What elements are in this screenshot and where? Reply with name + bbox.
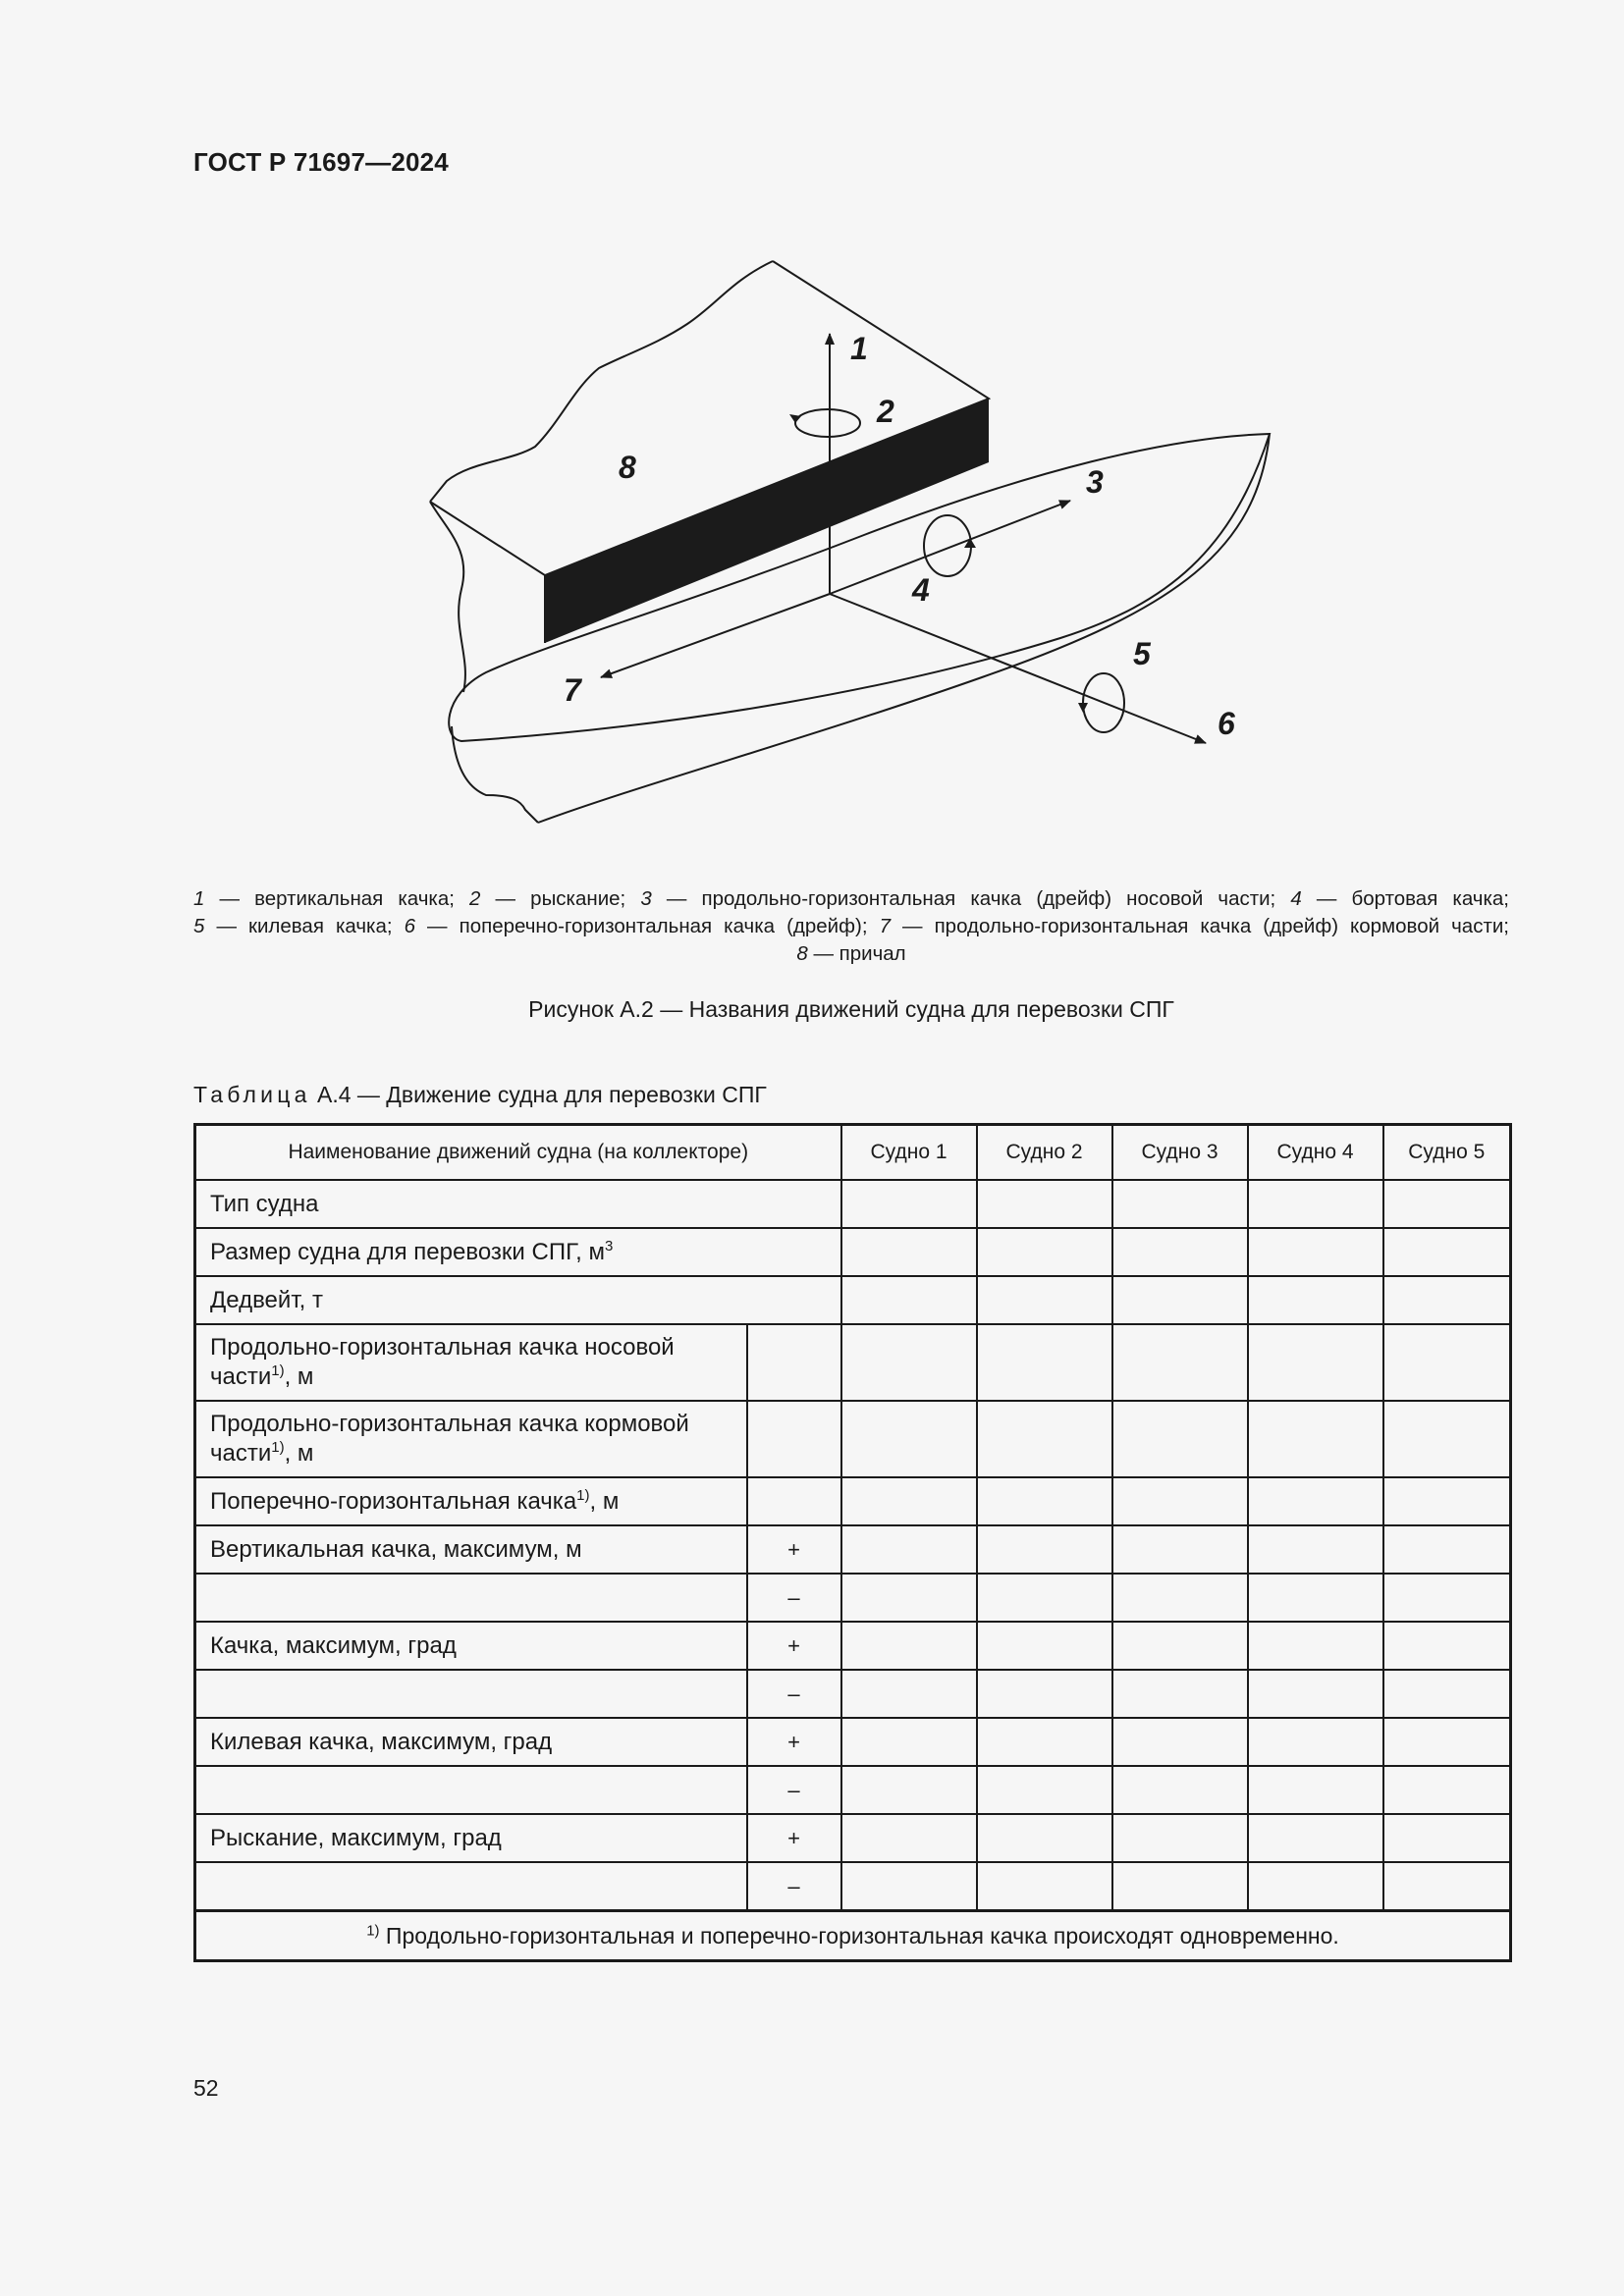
row-heave-minus [195,1574,1511,1622]
row-vessel-size [195,1228,1511,1276]
row-label: Килевая качка, максимум, град [195,1718,747,1766]
figure-label-2: 2 [877,394,894,429]
sign-plus: + [747,1622,841,1670]
figure-label-6: 6 [1218,706,1235,741]
sign-plus: + [747,1718,841,1766]
table-header-row [195,1125,1511,1181]
figure-legend-line-2: 5 — килевая качка; 6 — поперечно-горизонтальная качка (дрейф); 7 — продольно-горизонтальная качка (дрейф) кормовой части; [193,915,1509,937]
page-number: 52 [193,2075,219,2101]
row-label: Продольно-горизонтальная качка носовой части$^{1)}$, м [195,1324,747,1401]
table-title-word: Таблица [193,1082,311,1107]
figure-label-1: 1 [850,331,868,366]
figure-label-4: 4 [912,572,930,608]
figure-label-5: 5 [1133,636,1151,671]
sign-minus: – [747,1670,841,1718]
figure-legend-line-1: 1 — вертикальная качка; 2 — рыскание; 3 — продольно-горизонтальная качка (дрейф) носовой части; 4 — бортовая качка; [193,887,1509,910]
row-sway [195,1477,1511,1525]
row-vessel-type [195,1180,1511,1228]
pier-outline [430,502,545,643]
row-surge-stern [195,1401,1511,1477]
sign-minus: – [747,1862,841,1911]
row-roll-minus [195,1670,1511,1718]
header-vessel-5: Судно 5 [1383,1125,1511,1181]
surge-stern-axis-7 [601,594,830,677]
figure-caption: Рисунок А.2 — Названия движений судна для перевозки СПГ [528,996,1174,1022]
table-title-rest: А.4 — Движение судна для перевозки СПГ [310,1082,767,1107]
pitch-arrow-tip [1078,703,1088,713]
header-vessel-4: Судно 4 [1248,1125,1383,1181]
row-label: Продольно-горизонтальная качка кормовой части$^{1)}$, м [195,1401,747,1477]
roll-rotation-4 [924,515,971,576]
table-footnote: $^{1)}$ Продольно-горизонтальная и поперечно-горизонтальная качка происходят одновременно. [195,1911,1511,1961]
header-motion-name: Наименование движений судна (на коллекторе) [195,1125,841,1181]
roll-arrow-tip [964,538,976,548]
sign-minus: – [747,1574,841,1622]
header-vessel-3: Судно 3 [1112,1125,1248,1181]
ship-motions-figure [0,0,1624,883]
figure-legend-line-3: 8 — причал [796,942,906,965]
table-footnote-row [195,1911,1511,1961]
row-pitch-minus [195,1766,1511,1814]
header-vessel-2: Судно 2 [977,1125,1112,1181]
document-header: ГОСТ Р 71697—2024 [193,147,449,177]
row-yaw-plus [195,1814,1511,1862]
row-label: Качка, максимум, град [195,1622,747,1670]
pier-broken-edge-right [430,261,773,502]
row-label: Тип судна [195,1180,841,1228]
header-vessel-1: Судно 1 [841,1125,977,1181]
row-yaw-minus [195,1862,1511,1911]
sign-plus: + [747,1525,841,1574]
pier-broken-edge-left [430,502,465,692]
sign-minus: – [747,1766,841,1814]
row-label: Рыскание, максимум, град [195,1814,747,1862]
row-label: Дедвейт, т [195,1276,841,1324]
row-roll-plus [195,1622,1511,1670]
row-label: Поперечно-горизонтальная качка$^{1)}$, м [195,1477,747,1525]
row-surge-bow [195,1324,1511,1401]
yaw-rotation-2 [795,409,860,437]
figure-label-8: 8 [619,450,636,485]
figure-label-7: 7 [564,672,581,708]
sign-plus: + [747,1814,841,1862]
row-deadweight [195,1276,1511,1324]
row-pitch-plus [195,1718,1511,1766]
row-label: Вертикальная качка, максимум, м [195,1525,747,1574]
row-label: Размер судна для перевозки СПГ, $м^3$ [195,1228,841,1276]
row-heave-plus [195,1525,1511,1574]
ship-motion-table [193,1123,1512,1962]
table-title [193,1082,767,1108]
figure-label-3: 3 [1086,464,1104,500]
